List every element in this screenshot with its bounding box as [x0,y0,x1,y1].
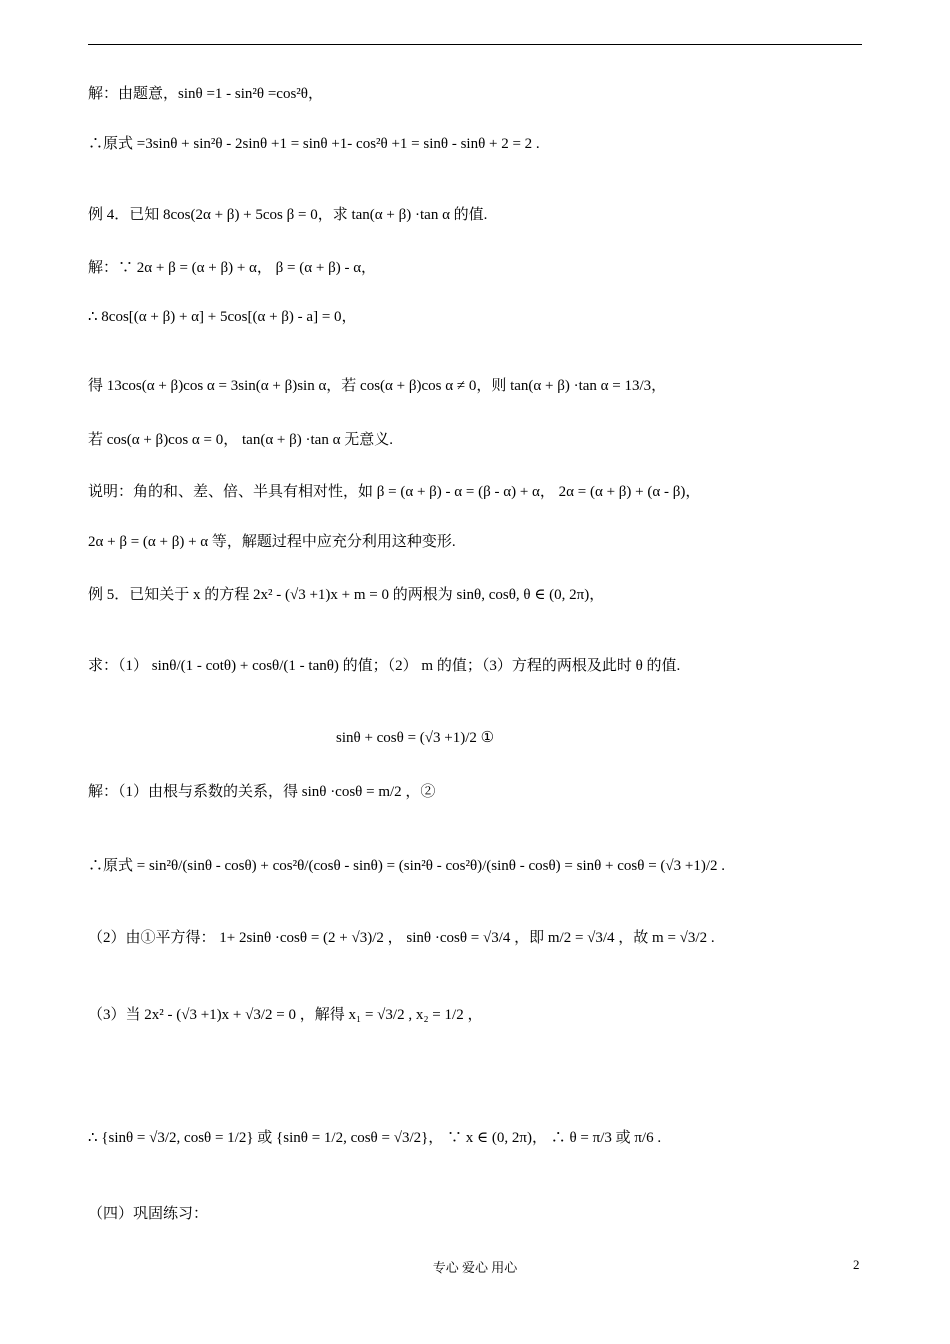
line-11: 求：（1） sinθ/(1 - cotθ) + cosθ/(1 - tanθ) 的值；（2） m 的值；（3）方程的两根及此时 θ 的值. [88,658,681,674]
line-12: sinθ + cosθ = (√3 +1)/2 ① [336,730,495,746]
line-7: 若 cos(α + β)cos α = 0， tan(α + β) ·tan α 无意义. [88,432,393,448]
line-5: ∴ 8cos[(α + β) + α] + 5cos[(α + β) - a] = 0， [88,309,357,325]
line-1: 解：由题意，sinθ =1 - sin²θ =cos²θ， [88,86,323,102]
header-rule [88,44,862,45]
line-17: ∴ {sinθ = √3/2, cosθ = 1/2} 或 {sinθ = 1/2, cosθ = √3/2}， ∵ x ∈ (0, 2π)， ∴ θ = π/3 或 π/6 . [88,1130,662,1146]
line-2: ∴原式 =3sinθ + sin²θ - 2sinθ +1 = sinθ +1- cos²θ +1 = sinθ - sinθ + 2 = 2 . [88,136,540,152]
line-3: 例 4．已知 8cos(2α + β) + 5cos β = 0，求 tan(α + β) ·tan α 的值. [88,207,488,223]
footer-text: 专心 爱心 用心 [432,1260,518,1275]
line-10: 例 5．已知关于 x 的方程 2x² - (√3 +1)x + m = 0 的两根为 sinθ, cosθ, θ ∈ (0, 2π)， [88,587,605,603]
line-18: （四）巩固练习： [88,1206,209,1222]
line-15: （2）由①平方得： 1+ 2sinθ ·cosθ = (2 + √3)/2 ， sinθ ·cosθ = √3/4 ，即 m/2 = √3/4 ，故 m = √3/2 . [88,930,715,946]
line-4: 解：∵ 2α + β = (α + β) + α， β = (α + β) - α， [88,260,377,276]
line-14: ∴原式 = sin²θ/(sinθ - cosθ) + cos²θ/(cosθ - sinθ) = (sin²θ - cos²θ)/(sinθ - cosθ) = sinθ + cosθ = (√3 +1)/2 . [88,858,726,874]
line-13: 解：（1）由根与系数的关系，得 sinθ ·cosθ = m/2 ，② [88,784,436,800]
line-16: （3）当 2x² - (√3 +1)x + √3/2 = 0 ，解得 x₁ = √3/2 , x₂ = 1/2 ， [88,1007,483,1023]
page-number: 2 [853,1257,860,1272]
line-6: 得 13cos(α + β)cos α = 3sin(α + β)sin α，若 cos(α + β)cos α ≠ 0，则 tan(α + β) ·tan α = 13/3， [88,378,667,394]
line-9: 2α + β = (α + β) + α 等，解题过程中应充分利用这种变形. [88,534,456,550]
line-8: 说明：角的和、差、倍、半具有相对性，如 β = (α + β) - α = (β - α) + α， 2α = (α + β) + (α - β)， [88,484,701,500]
